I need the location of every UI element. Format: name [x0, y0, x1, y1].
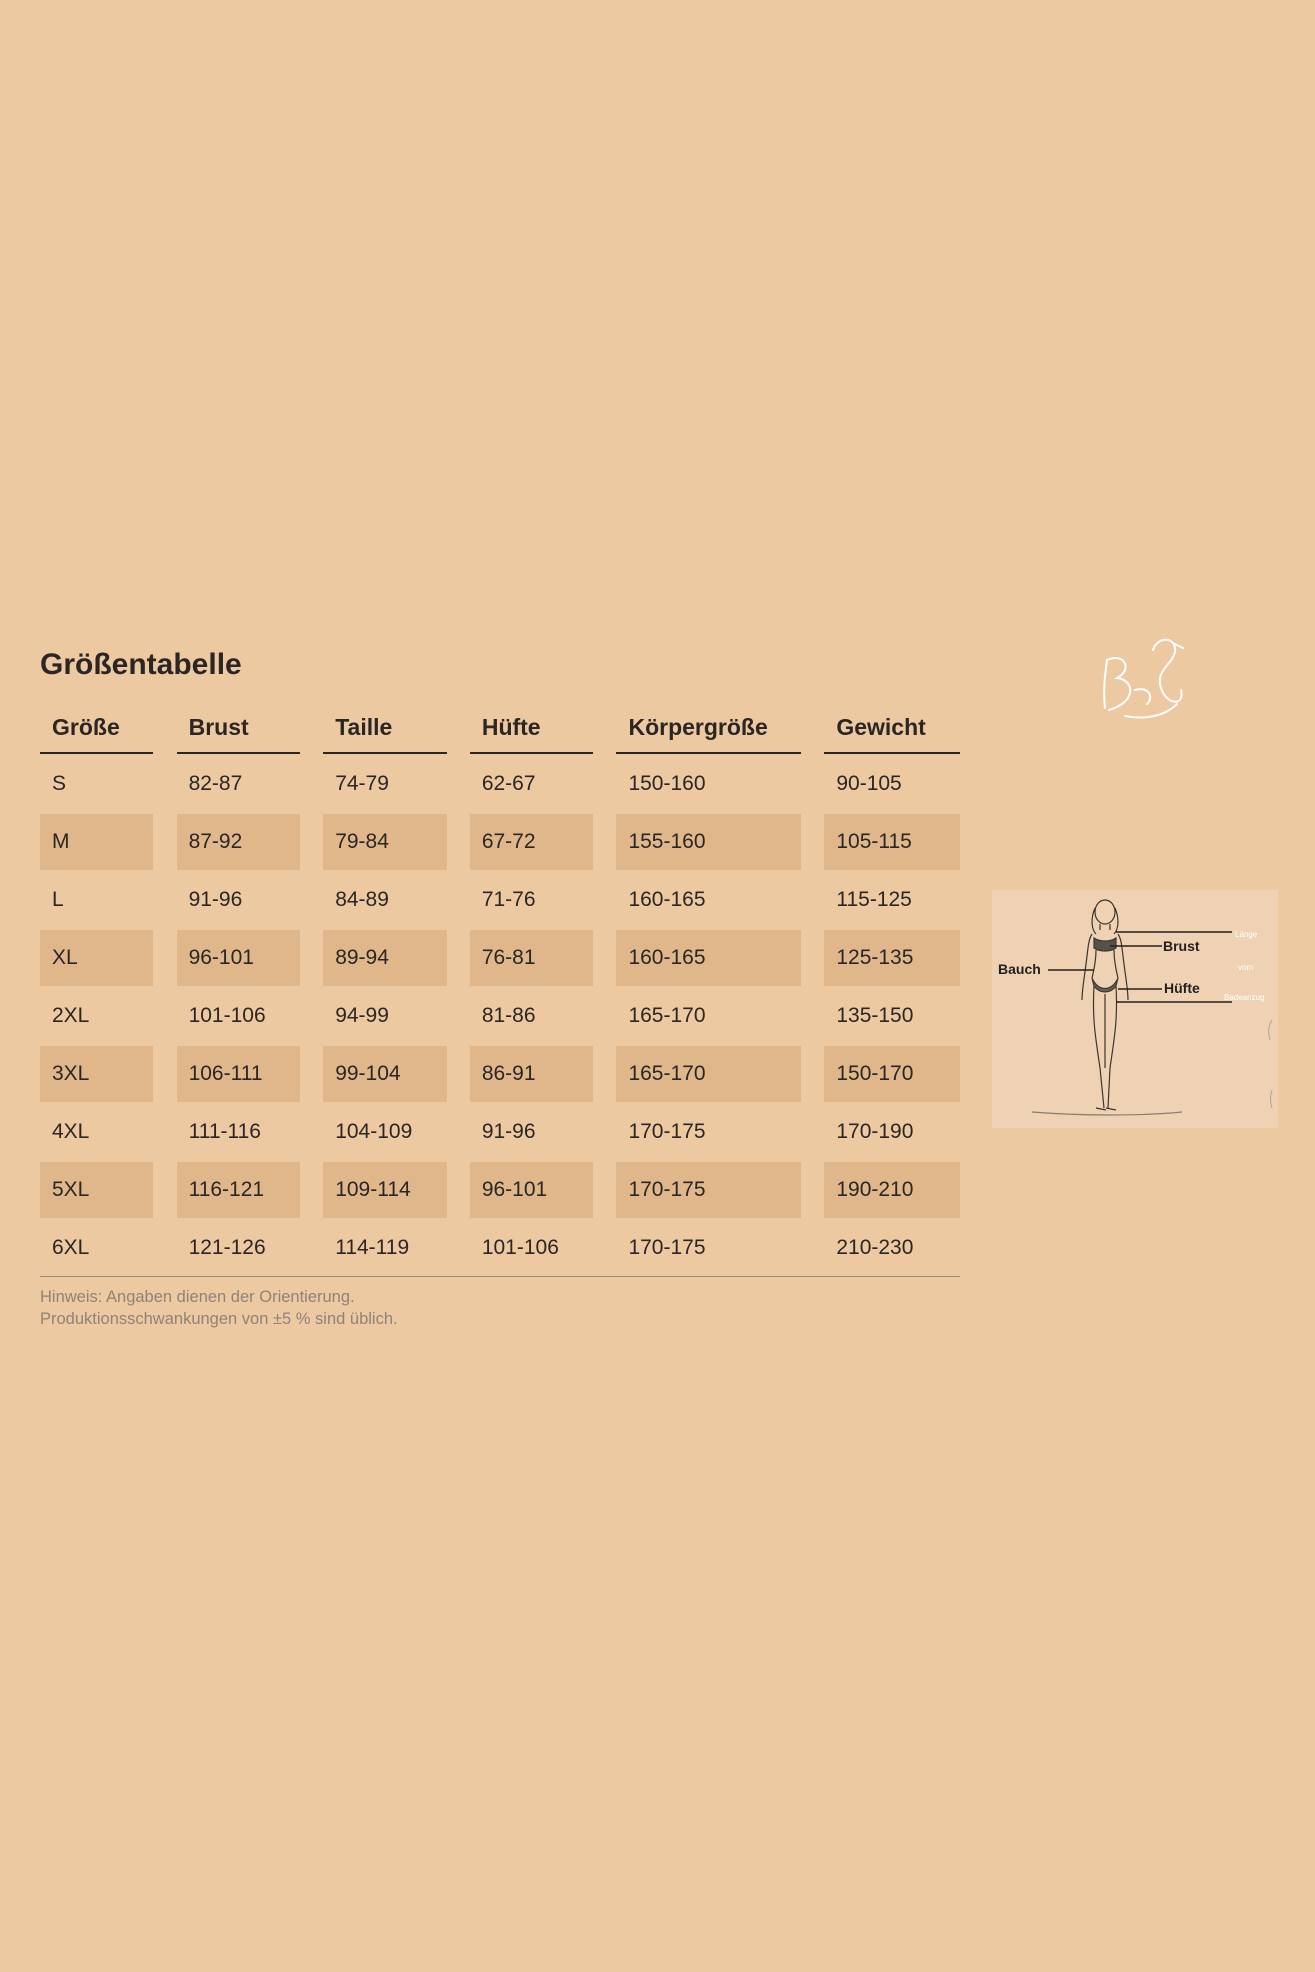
table-cell: 109-114 [323, 1160, 447, 1218]
column-header: Größe [40, 700, 153, 754]
table-cell: 165-170 [628, 1004, 706, 1027]
swan-logo-icon [1095, 630, 1185, 722]
table-cell: 91-96 [481, 1120, 536, 1143]
table-cell: 71-76 [481, 888, 536, 911]
column-header: Hüfte [470, 700, 594, 754]
table-cell: 90-105 [836, 772, 902, 795]
table-cell: 84-89 [335, 888, 389, 911]
table-cell: 74-79 [335, 772, 389, 795]
table-cell: 115-125 [836, 888, 912, 911]
table-cell: 104-109 [335, 1120, 413, 1143]
table-cell: 160-165 [628, 888, 706, 911]
table-row [40, 1218, 960, 1277]
table-cell: 91-96 [188, 888, 243, 911]
table-cell: 155-160 [616, 812, 801, 870]
table-header-row [40, 700, 960, 754]
table-row [40, 986, 960, 1044]
table-row [40, 812, 960, 870]
table-cell: 99-104 [323, 1044, 447, 1102]
table-cell: 170-175 [628, 1120, 706, 1143]
table-cell: 3XL [40, 1044, 153, 1102]
table-cell: 76-81 [470, 928, 594, 986]
table-cell: 2XL [52, 1004, 90, 1027]
table-cell: 135-150 [836, 1004, 914, 1027]
table-row [40, 928, 960, 986]
table-row [40, 1044, 960, 1102]
table-cell: 4XL [52, 1120, 90, 1143]
table-cell: XL [40, 928, 153, 986]
table-cell: 170-190 [836, 1120, 914, 1143]
table-cell: 89-94 [323, 928, 447, 986]
footnote-line: Hinweis: Angaben dienen der Orientierung. [40, 1288, 355, 1306]
table-cell: 190-210 [824, 1160, 960, 1218]
table-cell: 210-230 [824, 1218, 960, 1277]
woman-figure-icon [992, 890, 1278, 1128]
column-header: Brust [177, 700, 301, 754]
label-small: vom [1238, 963, 1254, 972]
table-cell: 5XL [40, 1160, 153, 1218]
table-cell: 101-106 [470, 1218, 594, 1277]
table-cell: L [52, 888, 64, 911]
table-cell: 160-165 [616, 928, 801, 986]
table-cell: 150-170 [824, 1044, 960, 1102]
table-cell: 170-175 [616, 1218, 801, 1277]
table-cell: M [40, 812, 153, 870]
table-cell: 121-126 [177, 1218, 301, 1277]
table-cell: 81-86 [481, 1004, 536, 1027]
table-cell: 96-101 [177, 928, 301, 986]
size-table [40, 700, 960, 1277]
column-header: Körpergröße [616, 700, 801, 754]
table-cell: S [52, 772, 67, 795]
table-cell: 106-111 [177, 1044, 301, 1102]
label-bauch: Bauch [998, 961, 1041, 977]
table-row [40, 1102, 960, 1160]
table-cell: 62-67 [481, 772, 536, 795]
label-small: Länge [1235, 930, 1258, 939]
table-row [40, 754, 960, 812]
table-cell: 165-170 [616, 1044, 801, 1102]
measurement-illustration [992, 890, 1278, 1128]
table-cell: 79-84 [323, 812, 447, 870]
table-cell: 96-101 [470, 1160, 594, 1218]
label-small: Badeanzug [1224, 993, 1265, 1002]
table-cell: 170-175 [616, 1160, 801, 1218]
table-cell: 105-115 [824, 812, 960, 870]
table-cell: 101-106 [188, 1004, 266, 1027]
table-row [40, 870, 960, 928]
label-brust: Brust [1163, 938, 1200, 954]
label-huefte: Hüfte [1164, 980, 1200, 996]
table-cell: 116-121 [177, 1160, 301, 1218]
table-cell: 82-87 [188, 772, 243, 795]
table-cell: 114-119 [323, 1218, 447, 1277]
footnote-line: Produktionsschwankungen von ±5 % sind üblich. [40, 1310, 398, 1328]
table-cell: 67-72 [470, 812, 594, 870]
table-cell: 6XL [40, 1218, 153, 1277]
page-title: Größentabelle [40, 648, 242, 681]
table-cell: 111-116 [188, 1120, 261, 1143]
column-header: Gewicht [824, 700, 960, 754]
column-header: Taille [323, 700, 447, 754]
table-cell: 150-160 [628, 772, 706, 795]
table-cell: 94-99 [335, 1004, 389, 1027]
table-cell: 125-135 [824, 928, 960, 986]
footnote [40, 1286, 398, 1330]
table-row [40, 1160, 960, 1218]
table-cell: 86-91 [470, 1044, 594, 1102]
table-cell: 87-92 [177, 812, 301, 870]
